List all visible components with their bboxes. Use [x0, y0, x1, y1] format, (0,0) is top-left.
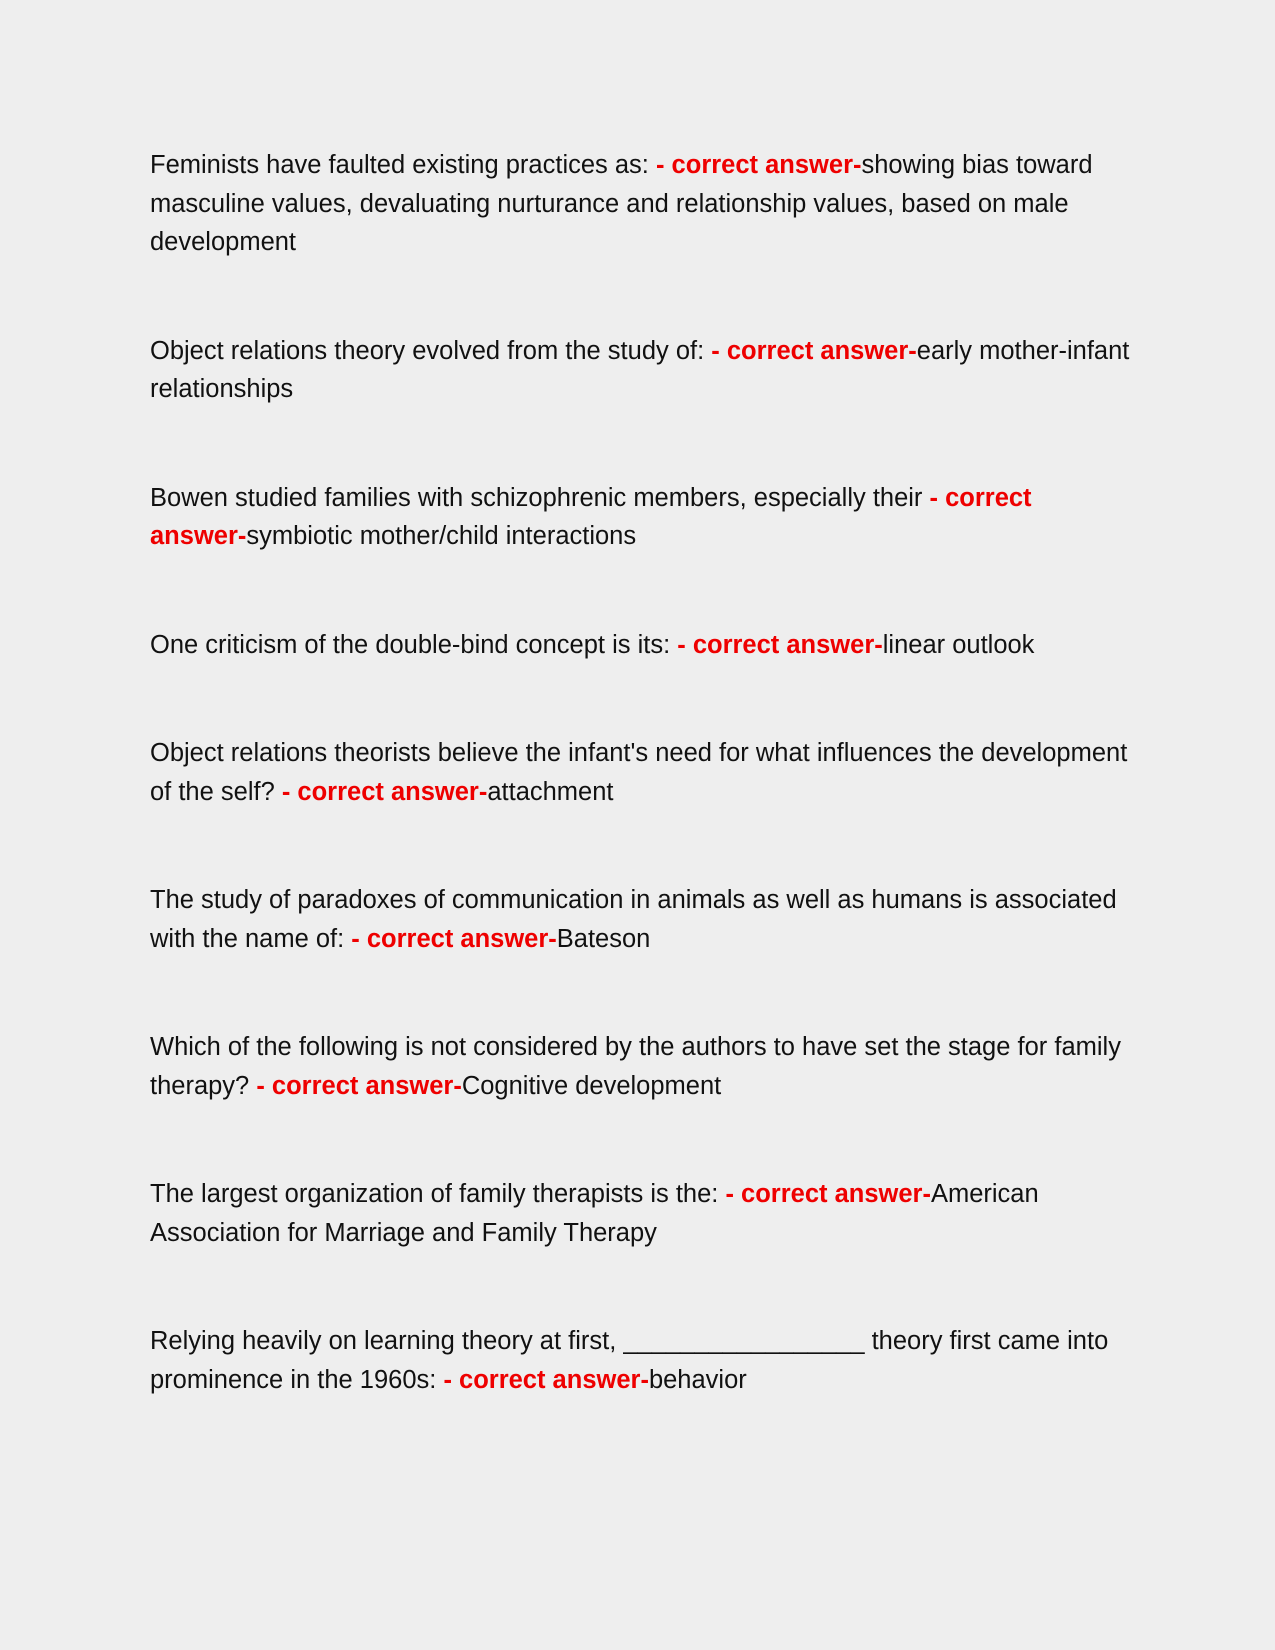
answer-marker: - correct answer- — [281, 777, 488, 806]
answer-marker: - correct answer- — [655, 151, 862, 179]
question-text: Which of the following is not considered by the authors to have set the stage for family therapy? — [150, 1033, 1121, 1100]
answer-text: American Association for Marriage and Family Therapy — [150, 1180, 1039, 1247]
answer-text: behavior — [648, 1365, 747, 1394]
qa-item-9 — [150, 1322, 1130, 1399]
qa-item-6 — [150, 881, 1130, 958]
qa-item-5 — [150, 734, 1130, 811]
document-page — [150, 146, 1130, 1469]
answer-text: symbiotic mother/child interactions — [246, 522, 637, 550]
question-text: Bowen studied families with schizophrenic members, especially their — [150, 483, 930, 512]
answer-marker: - correct answer- — [725, 1180, 931, 1208]
answer-marker: - correct answer- — [443, 1365, 649, 1394]
question-text: Object relations theorists believe the infant's need for what influences the development of the self? — [150, 739, 1128, 806]
qa-item-2 — [150, 332, 1130, 409]
answer-marker: - correct answer- — [150, 483, 1032, 550]
question-text: The largest organization of family therapists is the: — [150, 1180, 726, 1208]
qa-item-4 — [150, 626, 1130, 665]
answer-marker: - correct answer- — [256, 1071, 462, 1100]
question-text: Feminists have faulted existing practices as: — [150, 151, 656, 179]
qa-item-7 — [150, 1028, 1130, 1105]
answer-text: showing bias toward masculine values, devaluating nurturance and relationship values, based on male development — [150, 151, 1093, 256]
qa-item-8 — [150, 1175, 1130, 1252]
question-text: Relying heavily on learning theory at first, _________________ theory first came into prominence in the 1960s: — [150, 1327, 1109, 1394]
answer-text: attachment — [487, 777, 614, 806]
qa-item-3 — [150, 479, 1130, 556]
question-text: Object relations theory evolved from the study of: — [150, 336, 712, 365]
answer-text: Bateson — [556, 924, 651, 953]
answer-text: linear outlook — [882, 630, 1035, 659]
answer-text: early mother-infant relationships — [150, 336, 1130, 403]
answer-marker: - correct answer- — [711, 336, 917, 365]
question-text: One criticism of the double-bind concept is its: — [150, 630, 678, 659]
answer-marker: - correct answer- — [677, 630, 883, 659]
answer-text: Cognitive development — [461, 1071, 722, 1100]
answer-marker: - correct answer- — [351, 924, 557, 953]
question-text: The study of paradoxes of communication in animals as well as humans is associated with the name of: — [150, 886, 1117, 953]
qa-item-1 — [150, 146, 1130, 262]
